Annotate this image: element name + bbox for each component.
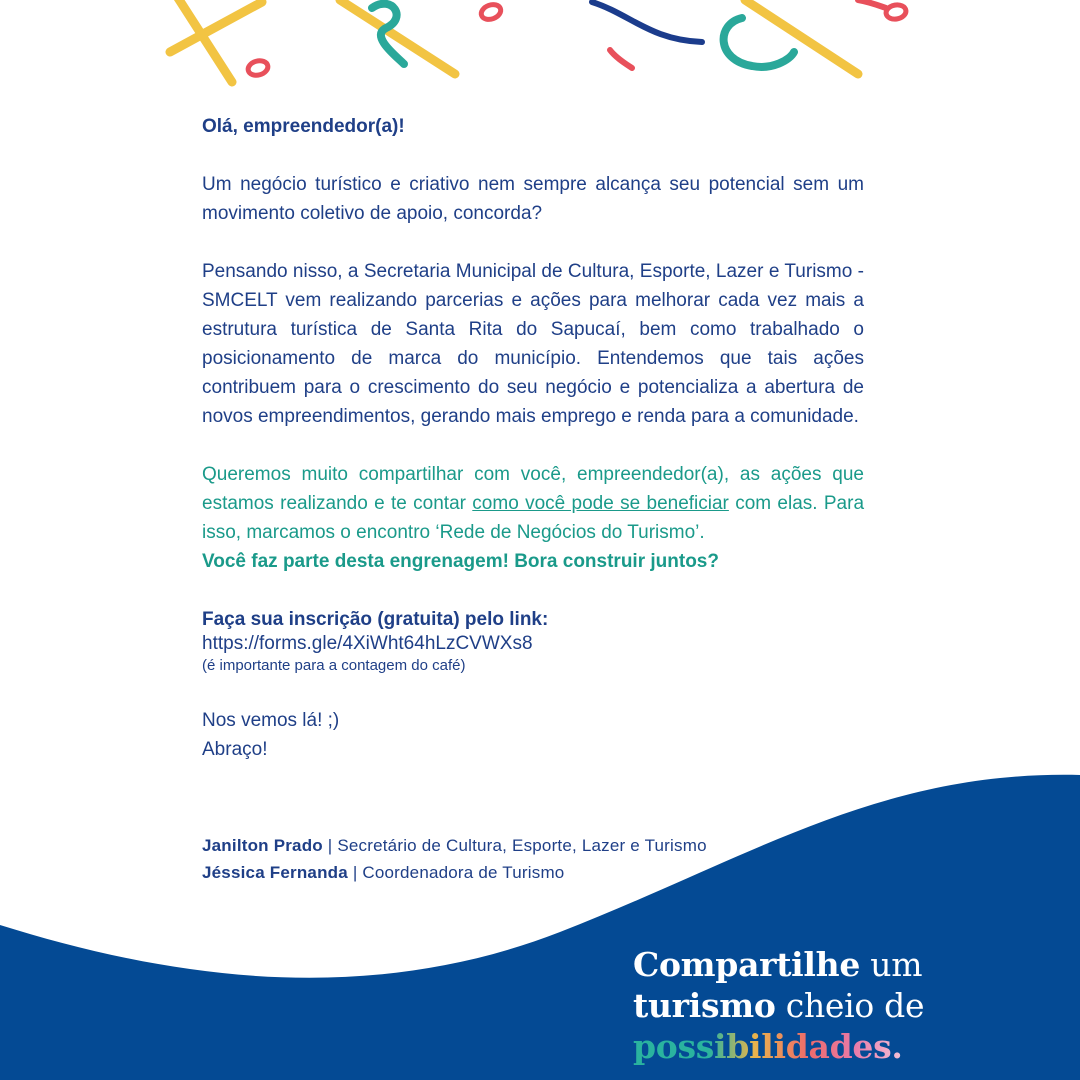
- share-text-before: Queremos muito compartilhar com você, empreendedor(a), as ações que estamos realizando e te contar: [202, 464, 864, 514]
- signature-role: Secretário de Cultura, Esporte, Lazer e Turismo: [337, 836, 707, 855]
- intro-paragraph: Um negócio turístico e criativo nem sempre alcança seu potencial sem um movimento coletivo de apoio, concorda?: [202, 174, 864, 224]
- signature-role: Coordenadora de Turismo: [362, 863, 565, 882]
- slogan-um: um: [860, 945, 923, 984]
- signatures: [202, 832, 707, 886]
- slogan-line-3: [633, 1026, 924, 1067]
- greeting: Olá, empreendedor(a)!: [202, 116, 405, 137]
- signature-name: Janilton Prado: [202, 836, 323, 855]
- signature-name: Jéssica Fernanda: [202, 863, 348, 882]
- body-paragraph: Pensando nisso, a Secretaria Municipal de Cultura, Esporte, Lazer e Turismo - SMCELT vem realizando parcerias e ações para melhorar cada vez mais a estrutura turística de Santa Rita do Sapucaí, bem como trabalhado o posicionamento de marca do município. Entendemos que tais ações contribuem para o crescimento do seu negócio e potencializa a abertura de novos empreendimentos, gerando mais emprego e renda para a comunidade.: [202, 261, 864, 427]
- call-to-action: Você faz parte desta engrenagem! Bora construir juntos?: [202, 551, 719, 572]
- slogan-line-1: [633, 944, 924, 985]
- share-text-after: com elas. Para isso, marcamos o encontro ‘Rede de Negócios do Turismo’.: [202, 493, 865, 543]
- closing-line-1: Nos vemos lá! ;): [202, 710, 340, 731]
- slogan-line-2: [633, 985, 924, 1026]
- slogan-possibilidades: possibilidades.: [633, 1027, 903, 1066]
- signature-row: [202, 832, 707, 859]
- letter-body: [202, 112, 864, 764]
- signature-separator: |: [322, 836, 338, 855]
- signature-row: [202, 859, 707, 886]
- benefit-link[interactable]: como você pode se beneficiar: [472, 493, 729, 514]
- signup-note: (é importante para a contagem do café): [202, 657, 466, 674]
- slogan-turismo: turismo: [633, 986, 776, 1025]
- slogan: [633, 944, 924, 1067]
- signup-label: Faça sua inscrição (gratuita) pelo link:: [202, 609, 549, 630]
- share-paragraph: [202, 460, 864, 547]
- signature-separator: |: [347, 863, 363, 882]
- slogan-cheio-de: cheio de: [775, 986, 925, 1025]
- slogan-compartilhe: Compartilhe: [633, 945, 861, 984]
- closing-line-2: Abraço!: [202, 739, 268, 760]
- signup-url-link[interactable]: https://forms.gle/4XiWht64hLzCVWXs8: [202, 633, 533, 654]
